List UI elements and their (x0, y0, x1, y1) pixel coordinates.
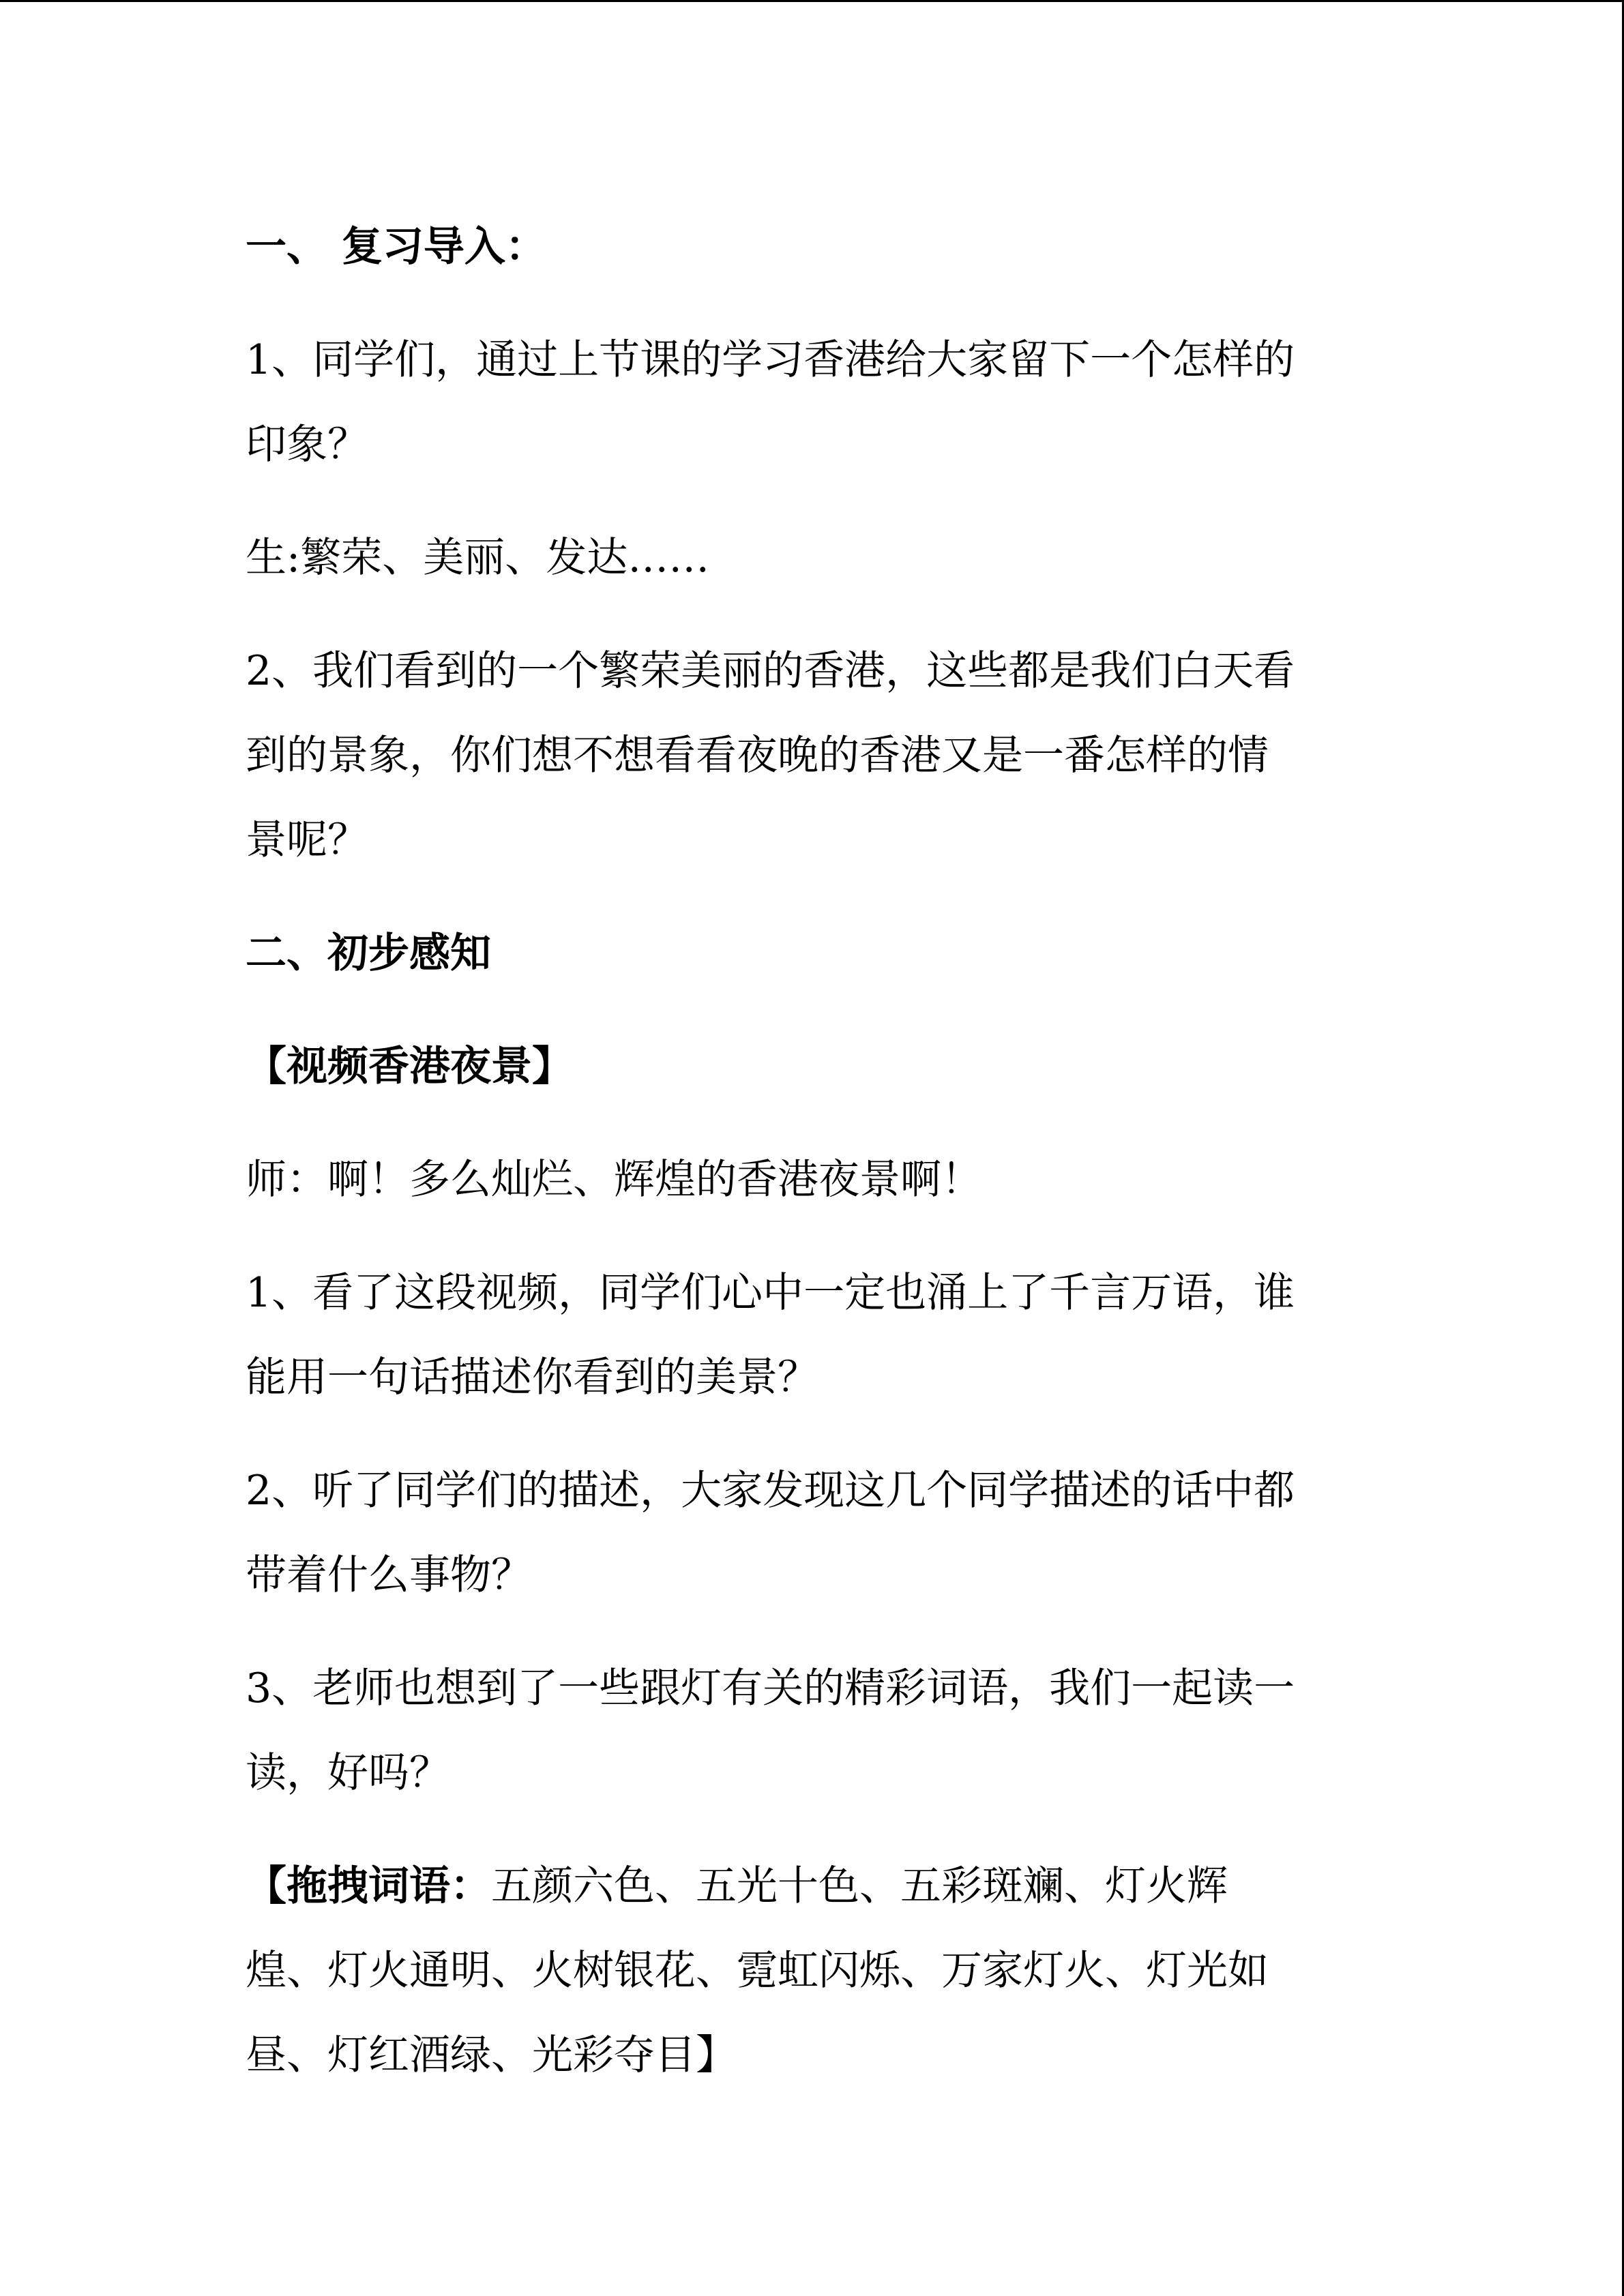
prompt-3-line-2: 读，好吗？ (246, 1749, 450, 1797)
prompt-2-line-1: 2、听了同学们的描述，大家发现这几个同学描述的话中都 (246, 1467, 1295, 1515)
prompt-1-line-1: 1、看了这段视频，同学们心中一定也涌上了千言万语，谁 (246, 1269, 1295, 1317)
question-2-line-2: 到的景象，你们想不想看看夜晚的香港又是一番怎样的情 (246, 732, 1269, 779)
drag-words-line-1 (246, 1844, 1364, 1928)
question-1 (246, 318, 1364, 487)
section-heading-review: 一、 复习导入： (246, 223, 546, 271)
page-border-top (0, 0, 1624, 2)
drag-words-block (246, 1844, 1364, 2098)
drag-words-label: 【拖拽词语： (246, 1862, 491, 1910)
question-2-line-1: 2、我们看到的一个繁荣美丽的香港，这些都是我们白天看 (246, 647, 1295, 695)
document-body (246, 205, 1364, 2126)
drag-words-line-3: 昼、灯红酒绿、光彩夺目】 (246, 2031, 737, 2079)
prompt-1 (246, 1251, 1364, 1420)
drag-words-line-2: 煌、灯火通明、火树银花、霓虹闪烁、万家灯火、灯光如 (246, 1947, 1269, 1995)
question-1-line-1: 1、同学们，通过上节课的学习香港给大家留下一个怎样的 (246, 336, 1295, 384)
teacher-line: 师：啊！多么灿烂、辉煌的香港夜景啊！ (246, 1156, 982, 1204)
prompt-2-line-2: 带着什么事物？ (246, 1551, 532, 1599)
prompt-3 (246, 1646, 1364, 1815)
prompt-1-line-2: 能用一句话描述你看到的美景？ (246, 1354, 818, 1401)
prompt-3-line-1: 3、老师也想到了一些跟灯有关的精彩词语，我们一起读一 (246, 1665, 1295, 1712)
prompt-2 (246, 1448, 1364, 1617)
question-2 (246, 629, 1364, 882)
question-2-line-3: 景呢？ (246, 816, 368, 864)
video-label: 【视频香港夜景】 (246, 1043, 573, 1090)
question-1-line-2: 印象？ (246, 421, 368, 468)
student-answer: 生:繁荣、美丽、发达…… (246, 534, 710, 582)
section-heading-perception: 二、初步感知 (246, 929, 491, 977)
drag-words-list-start: 五颜六色、五光十色、五彩斑斓、灯火辉 (491, 1862, 1228, 1910)
